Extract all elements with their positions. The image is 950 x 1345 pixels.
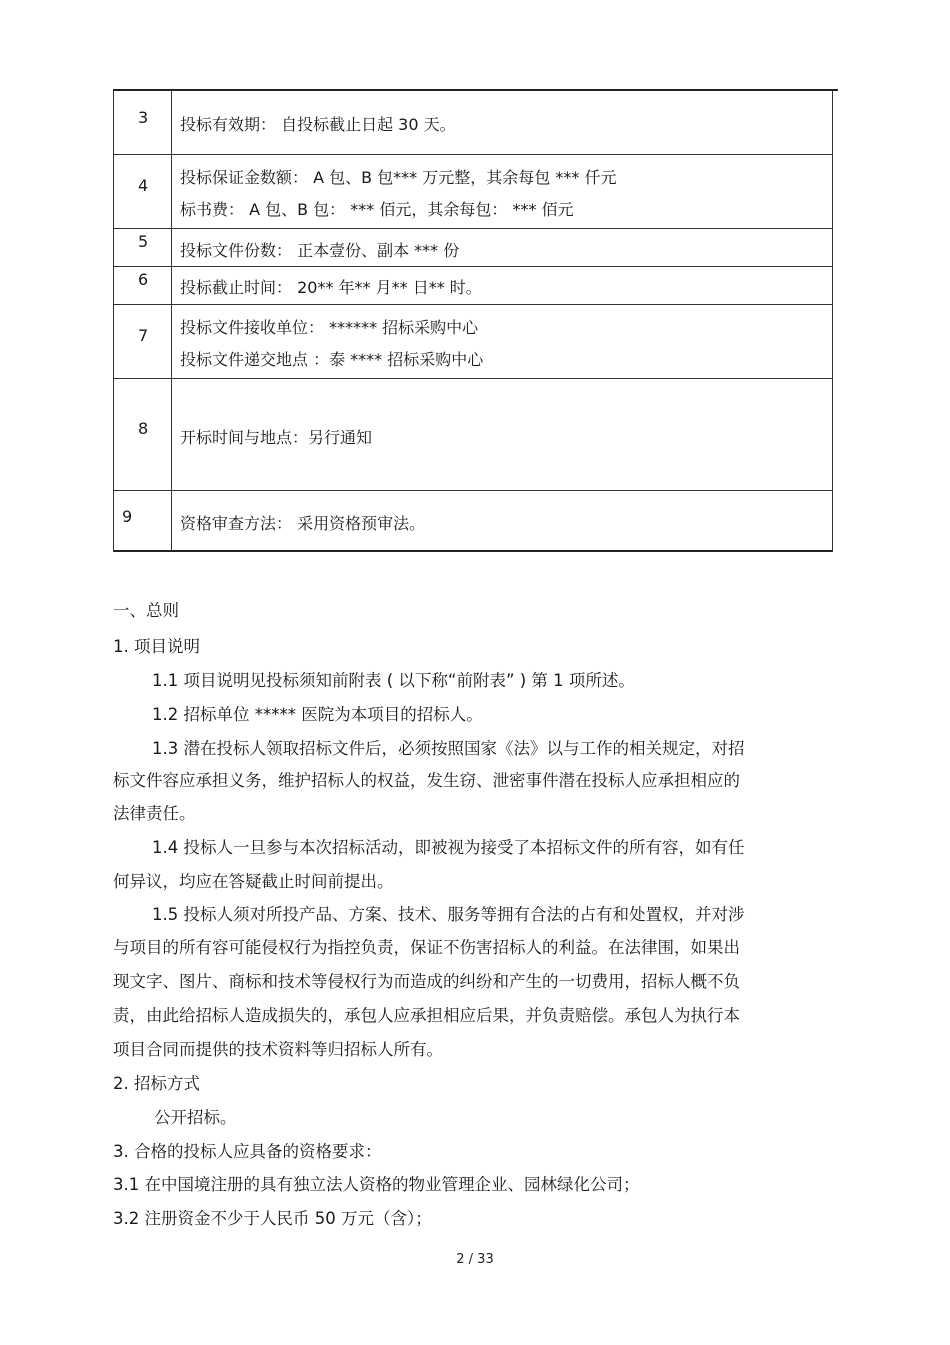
row-number-text: 9 bbox=[122, 507, 133, 526]
paragraph-line: 1.3 潜在投标人领取招标文件后，必须按照国家《法》以与工作的相关规定，对招 bbox=[152, 739, 745, 758]
table-row bbox=[114, 305, 832, 379]
section-heading: 一、总则 bbox=[113, 601, 179, 620]
subsection-heading: 2. 招标方式 bbox=[113, 1074, 200, 1093]
paragraph-line: 何异议，均应在答疑截止时间前提出。 bbox=[113, 872, 394, 891]
table-row bbox=[114, 267, 832, 305]
paragraph-line: 公开招标。 bbox=[154, 1108, 237, 1127]
row-text: 投标文件递交地点 ：泰 **** 招标采购中心 bbox=[180, 350, 484, 369]
table-row bbox=[114, 379, 832, 491]
row-number bbox=[114, 305, 172, 378]
paragraph-line: 法律责任。 bbox=[113, 804, 196, 823]
paragraph-line: 1.1 项目说明见投标须知前附表 ( 以下称“前附表” ) 第 1 项所述。 bbox=[152, 671, 635, 690]
paragraph-line: 责，由此给招标人造成损失的，承包人应承担相应后果，并负责赔偿。承包人为执行本 bbox=[113, 1006, 740, 1025]
row-content bbox=[180, 428, 824, 448]
table-row bbox=[114, 155, 832, 229]
row-content bbox=[180, 241, 824, 261]
paragraph-line: 3.1 在中国境注册的具有独立法人资格的物业管理企业、园林绿化公司； bbox=[113, 1175, 640, 1194]
table-row bbox=[114, 91, 832, 155]
paragraph-line: 标文件容应承担义务，维护招标人的权益，发生窃、泄密事件潜在投标人应承担相应的 bbox=[113, 771, 740, 790]
row-text: 标书费： A 包、B 包： *** 佰元，其余每包： *** 佰元 bbox=[180, 200, 574, 219]
paragraph-line: 项目合同而提供的技术资料等归招标人所有。 bbox=[113, 1040, 443, 1059]
subsection-heading: 3. 合格的投标人应具备的资格要求： bbox=[113, 1142, 382, 1161]
paragraph-line: 现文字、图片、商标和技术等侵权行为而造成的纠纷和产生的一切费用，招标人概不负 bbox=[113, 972, 740, 991]
row-number bbox=[114, 267, 172, 304]
paragraph-line: 1.5 投标人须对所投产品、方案、技术、服务等拥有合法的占有和处置权，并对涉 bbox=[152, 905, 745, 924]
row-text: 投标文件接收单位： ****** 招标采购中心 bbox=[180, 318, 479, 337]
table-top-rule bbox=[833, 89, 838, 91]
row-number-text: 6 bbox=[138, 270, 149, 289]
row-content bbox=[180, 115, 824, 135]
row-number-text: 4 bbox=[138, 176, 149, 195]
row-content bbox=[180, 318, 824, 370]
row-text: 资格审查方法： 采用资格预审法。 bbox=[180, 514, 426, 533]
subsection-heading: 1. 项目说明 bbox=[113, 637, 200, 656]
row-text: 投标文件份数： 正本壹份、副本 *** 份 bbox=[180, 241, 460, 260]
row-number-text: 3 bbox=[138, 108, 149, 127]
paragraph-line: 1.4 投标人一旦参与本次招标活动，即被视为接受了本招标文件的所有容，如有任 bbox=[152, 838, 745, 857]
paragraph-line: 1.2 招标单位 ***** 医院为本项目的招标人。 bbox=[152, 705, 483, 724]
row-text: 投标保证金数额： A 包、B 包*** 万元整，其余每包 *** 仟元 bbox=[180, 168, 617, 187]
row-content bbox=[180, 168, 824, 220]
paragraph-line: 3.2 注册资金不少于人民币 50 万元（含）； bbox=[113, 1209, 432, 1228]
paragraph-line: 与项目的所有容可能侵权行为指控负责，保证不伤害招标人的利益。在法律围，如果出 bbox=[113, 938, 740, 957]
row-content bbox=[180, 514, 824, 534]
row-text: 投标有效期： 自投标截止日起 30 天。 bbox=[180, 115, 456, 134]
page-number: 2 / 33 bbox=[456, 1252, 494, 1267]
row-number bbox=[114, 155, 172, 228]
row-number bbox=[114, 229, 172, 266]
row-number-text: 8 bbox=[138, 419, 149, 438]
row-number-text: 5 bbox=[138, 232, 149, 251]
row-text: 开标时间与地点：另行通知 bbox=[180, 428, 373, 447]
table-row bbox=[114, 491, 832, 552]
table-row bbox=[114, 229, 832, 267]
row-number bbox=[114, 491, 172, 550]
bid-info-table bbox=[113, 89, 833, 552]
row-content bbox=[180, 278, 824, 298]
row-number-text: 7 bbox=[138, 326, 149, 345]
row-number bbox=[114, 379, 172, 490]
row-number bbox=[114, 91, 172, 154]
row-text: 投标截止时间： 20** 年** 月** 日** 时。 bbox=[180, 278, 482, 297]
